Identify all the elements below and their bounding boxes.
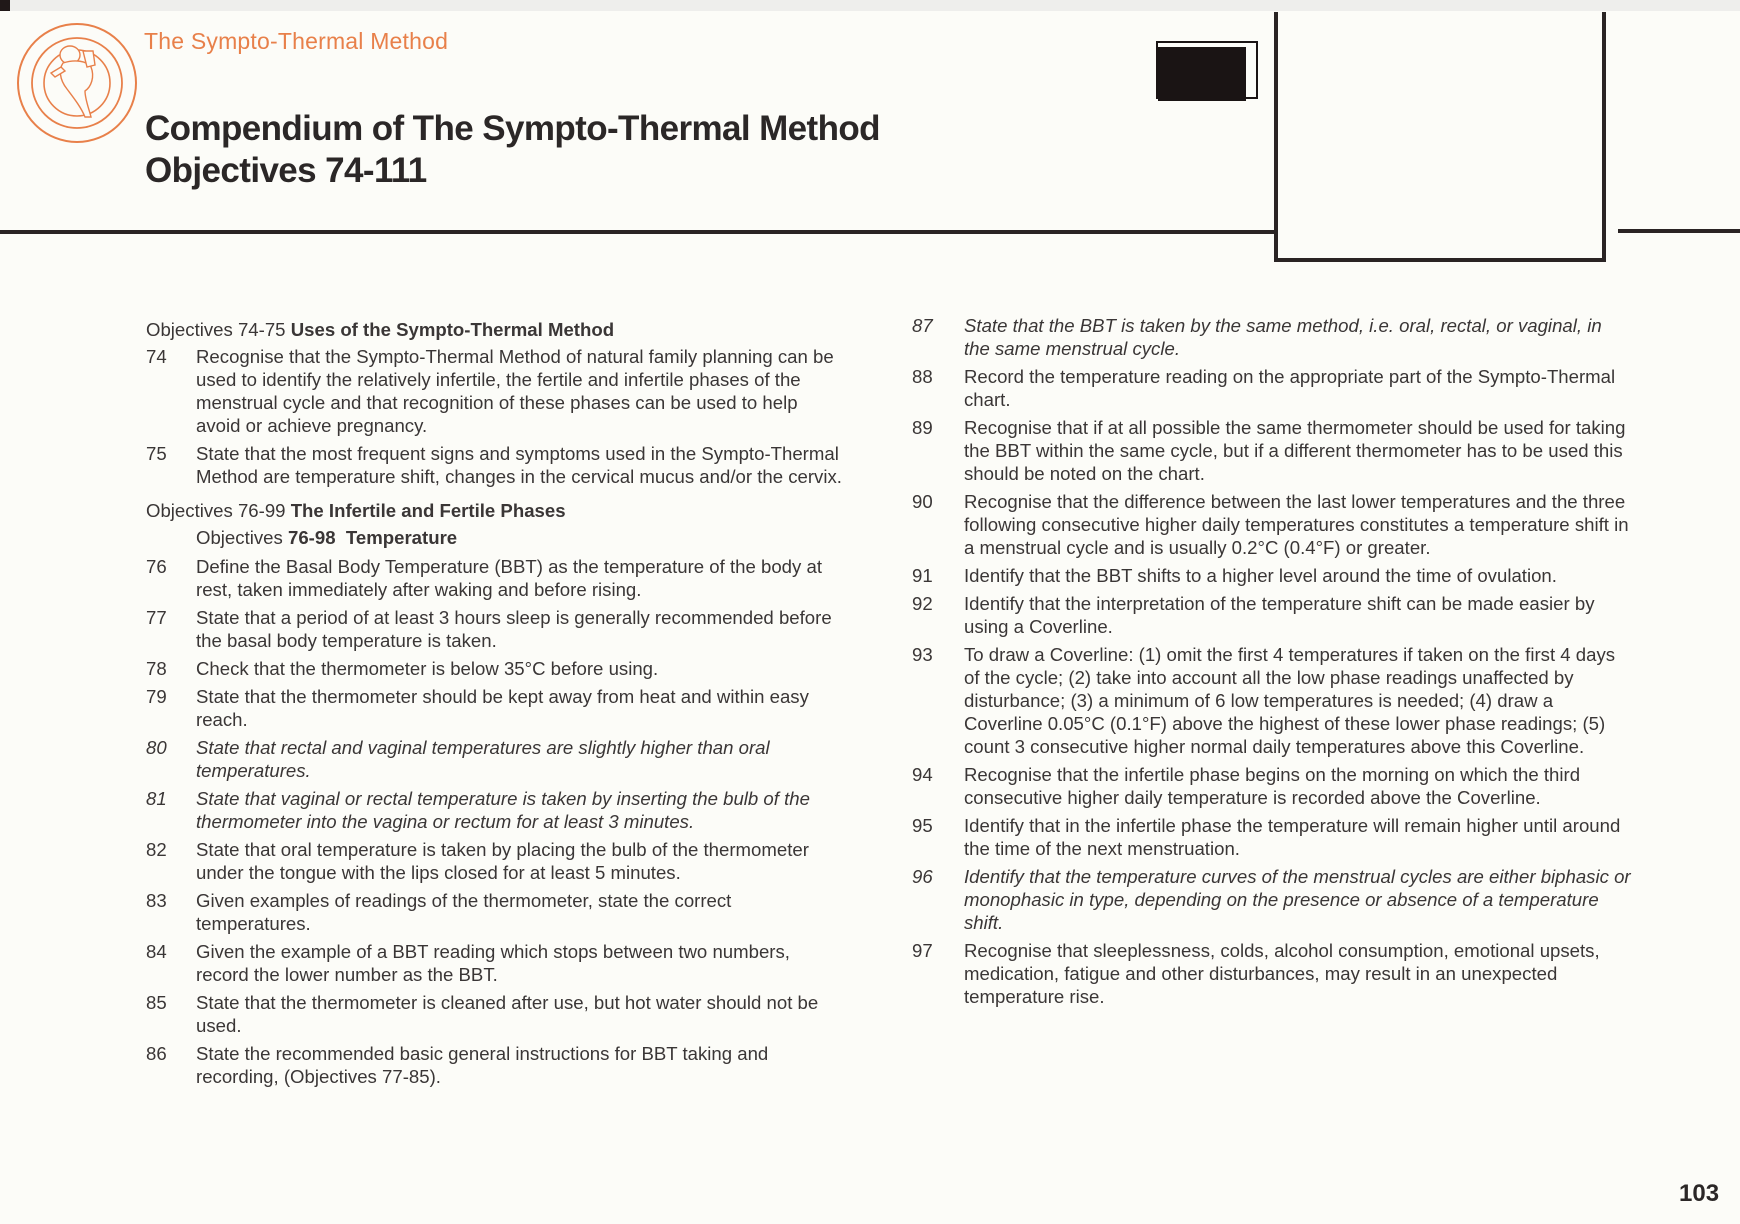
header-tab-box [1274,12,1606,262]
objective-number: 92 [912,593,933,614]
objective-text: Identify that the BBT shifts to a higher level around the time of ovulation. [964,565,1557,586]
page-number: 103 [1679,1180,1720,1207]
objective-item [912,365,1632,411]
objective-item [912,592,1632,638]
objective-item [146,1042,846,1088]
objective-text: State the recommended basic general instructions for BBT taking and recording, (Objectives 77-85). [196,1043,769,1087]
objective-number: 88 [912,366,933,387]
objective-item [146,555,846,601]
objective-number: 94 [912,764,933,785]
objective-text: Identify that the interpretation of the temperature shift can be made easier by using a Coverline. [964,593,1595,637]
objective-text: Identify that in the infertile phase the temperature will remain higher until around the time of the next menstruation. [964,815,1621,859]
objective-text: State that vaginal or rectal temperature is taken by inserting the bulb of the thermometer into the vagina or rectum for at least 3 minutes. [196,788,810,832]
section-heading-title: The Infertile and Fertile Phases [290,500,566,521]
objective-number: 76 [146,556,167,577]
section-marker-block [1158,47,1246,101]
objective-text: Record the temperature reading on the appropriate part of the Sympto-Thermal chart. [964,366,1616,410]
objective-text: State that the BBT is taken by the same method, i.e. oral, rectal, or vaginal, in the same menstrual cycle. [964,315,1602,359]
page-title [145,108,880,192]
objective-number: 80 [146,737,167,758]
objective-number: 81 [146,788,167,809]
objective-number: 93 [912,644,933,665]
objective-text: Recognise that the Sympto-Thermal Method of natural family planning can be used to identify the relatively infertile, the fertile and infertile phases of the menstrual cycle and that recognition of these phases can be used to help avoid or achieve pregnancy. [196,346,834,436]
objective-number: 86 [146,1043,167,1064]
objective-text: Check that the thermometer is below 35°C before using. [196,658,659,679]
objective-number: 77 [146,607,167,628]
objective-item [912,865,1632,934]
series-title: The Sympto-Thermal Method [144,28,449,54]
page-title-line1: Compendium of The Sympto-Thermal Method [145,109,880,148]
objective-text: Given the example of a BBT reading which stops between two numbers, record the lower number as the BBT. [196,941,790,985]
objective-number: 96 [912,866,933,887]
objective-number: 78 [146,658,167,679]
objective-text: Recognise that if at all possible the same thermometer should be used for taking the BBT within the same cycle, but if a different thermometer has to be used this should be noted on the chart. [964,417,1626,484]
subsection-heading [196,526,846,549]
objective-item [146,787,846,833]
objective-item [912,939,1632,1008]
objective-number: 85 [146,992,167,1013]
objective-number: 90 [912,491,933,512]
objective-text: To draw a Coverline: (1) omit the first 4 temperatures if taken on the first 4 days of the cycle; (2) take into account all the low phase readings unaffected by disturbance; (3) a minimum of 6 low temperatures is needed; (4) draw a Coverline 0.05°C (0.1°F) above the highest of these lower phase readings; (5) count 3 consecutive higher normal daily temperatures above this Coverline. [964,644,1616,757]
header-rule-left [0,230,1277,234]
page-title-line2: Objectives 74-111 [145,151,427,190]
objective-number: 75 [146,443,167,464]
objective-item [146,736,846,782]
objective-number: 82 [146,839,167,860]
objective-text: Recognise that the difference between the last lower temperatures and the three following consecutive higher daily temperatures constitutes a temperature shift in a menstrual cycle and is usually 0.2°C (0.4°F) or greater. [964,491,1629,558]
method-logo-icon [15,21,139,145]
objective-item [146,991,846,1037]
objective-item [912,564,1632,587]
objective-number: 79 [146,686,167,707]
objective-text: State that rectal and vaginal temperatures are slightly higher than oral temperatures. [196,737,770,781]
objective-item [146,442,846,488]
header-rule-right [1618,229,1740,233]
objective-text: Define the Basal Body Temperature (BBT) as the temperature of the body at rest, taken immediately after waking and before rising. [196,556,822,600]
objective-number: 91 [912,565,933,586]
objective-number: 74 [146,346,167,367]
objective-item [912,416,1632,485]
objective-number: 97 [912,940,933,961]
objective-item [146,889,846,935]
objective-item [912,314,1632,360]
objective-item [146,657,846,680]
objective-number: 87 [912,315,933,336]
left-column [146,318,846,1093]
objective-item [146,345,846,437]
objective-text: State that oral temperature is taken by placing the bulb of the thermometer under the tongue with the lips closed for at least 5 minutes. [196,839,809,883]
objective-text: State that the thermometer should be kept away from heat and within easy reach. [196,686,809,730]
objective-item [146,606,846,652]
right-column [912,314,1632,1013]
objective-item [912,763,1632,809]
section-heading-title: Uses of the Sympto-Thermal Method [290,319,615,340]
objective-text: Recognise that the infertile phase begins on the morning on which the third consecutive higher daily temperature is recorded above the Coverline. [964,764,1581,808]
section-heading-prefix: Objectives 76-99 [146,500,286,521]
section-heading [146,318,846,341]
objective-item [146,685,846,731]
objective-text: State that a period of at least 3 hours sleep is generally recommended before the basal body temperature is taken. [196,607,832,651]
objective-item [912,490,1632,559]
subsection-heading-range: 76-98 [287,527,336,548]
objective-text: Identify that the temperature curves of the menstrual cycles are either biphasic or monophasic in type, depending on the presence or absence of a temperature shift. [964,866,1631,933]
objective-number: 89 [912,417,933,438]
objective-number: 84 [146,941,167,962]
objective-item [912,643,1632,758]
objective-item [146,940,846,986]
section-heading [146,499,846,522]
objective-text: State that the most frequent signs and symptoms used in the Sympto-Thermal Method are temperature shift, changes in the cervical mucus and/or the cervix. [196,443,842,487]
subsection-heading-title: Temperature [345,527,458,548]
registration-mark [0,0,10,11]
objective-item [912,814,1632,860]
objective-number: 95 [912,815,933,836]
objective-text: Given examples of readings of the thermometer, state the correct temperatures. [196,890,732,934]
objective-text: Recognise that sleeplessness, colds, alcohol consumption, emotional upsets, medication, fatigue and other disturbances, may result in an unexpected temperature rise. [964,940,1600,1007]
section-heading-prefix: Objectives 74-75 [146,319,286,340]
objective-text: State that the thermometer is cleaned after use, but hot water should not be used. [196,992,819,1036]
objective-number: 83 [146,890,167,911]
objective-item [146,838,846,884]
subsection-heading-prefix: Objectives [196,527,283,548]
page-top-edge [0,0,1740,11]
